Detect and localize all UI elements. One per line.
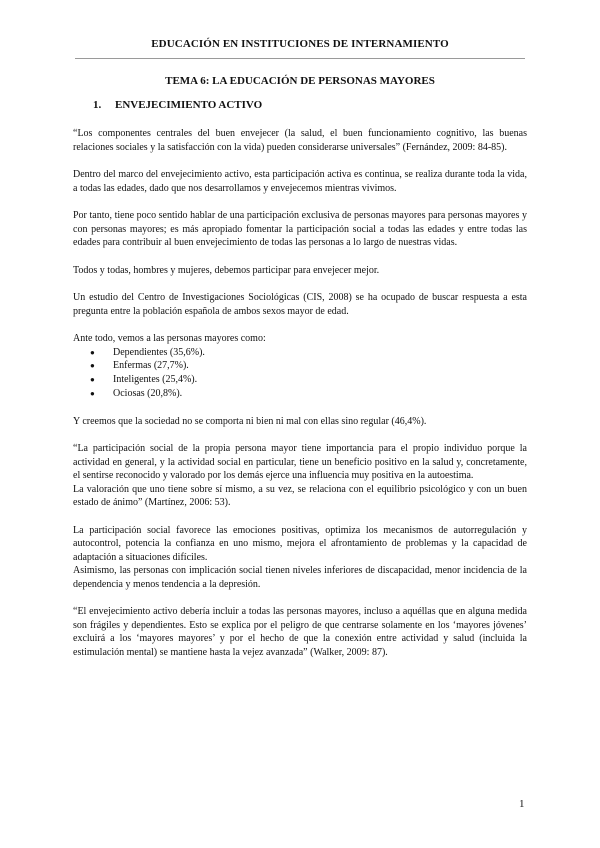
page-title: TEMA 6: LA EDUCACIÓN DE PERSONAS MAYORES: [165, 75, 435, 87]
list-item-text: Enfermas (27,7%).: [113, 360, 189, 372]
paragraph: “La participación social de la propia persona mayor tiene importancia para el propio individuo porque la actividad en general, y la actividad social en particular, tiene un beneficio positivo en la salud y, concretamente, el sentirse reconocido y valorado por los demás ejerce una influencia muy positiva en la autoestima.: [73, 443, 527, 482]
paragraph: La participación social favorece las emociones positivas, optimiza los mecanismos de autorregulación y autocontrol, potencia la confianza en uno mismo, mejora el afrontamiento de problemas y la capacidad de adaptación a situaciones difíciles.: [73, 524, 527, 563]
list-item: [73, 346, 527, 360]
bullet-icon: ●: [90, 375, 95, 385]
bullet-list: [73, 346, 527, 401]
paragraph: “El envejecimiento activo debería incluir a todas las personas mayores, incluso a aquéllas que en alguna medida son frágiles y dependientes. Esto se explica por el peligro de que centrarse solamente en los ‘mayores jóvenes’ excluirá a los ‘mayores mayores’ y por el hecho de que la conexión entre actividad y salud (incluida la estimulación mental) se mantiene hasta la vejez avanzada” (Walker, 2009: 87).: [73, 606, 527, 658]
bullet-icon: ●: [90, 347, 95, 357]
section-title: ENVEJECIMIENTO ACTIVO: [115, 99, 263, 111]
paragraph: Dentro del marco del envejecimiento activo, esta participación activa es continua, se realiza durante toda la vida, a todas las edades, dado que nos desarrollamos y envejecemos mientras vivimos.: [73, 169, 527, 194]
body-text: [73, 127, 527, 673]
section-number: 1.: [93, 99, 102, 111]
list-item-text: Ociosas (20,8%).: [113, 387, 183, 399]
list-item: [73, 359, 527, 373]
list-item-text: Inteligentes (25,4%).: [113, 374, 198, 386]
running-header: EDUCACIÓN EN INSTITUCIONES DE INTERNAMIENTO: [151, 38, 449, 50]
list-item: [73, 373, 527, 387]
paragraph: Por tanto, tiene poco sentido hablar de una participación exclusiva de personas mayores para personas mayores y con personas mayores; es más apropiado fomentar la participación social a todas las edades y entre todas las edades para contribuir al buen envejecimiento de todas las personas a lo largo de nuestras vidas.: [73, 210, 527, 248]
paragraph: “Los componentes centrales del buen envejecer (la salud, el buen funcionamiento cognitivo, las buenas relaciones sociales y la satisfacción con la vida) pueden considerarse universales” (Fernández, 2009: 84-85).: [73, 128, 527, 153]
paragraph: La valoración que uno tiene sobre sí mismo, a su vez, se relaciona con el equilibrio psicológico y con un buen estado de ánimo” (Martínez, 2006: 53).: [73, 483, 527, 509]
page-number: 1: [519, 798, 525, 810]
bullet-icon: ●: [90, 388, 95, 398]
list-item: [73, 387, 527, 401]
paragraph: Un estudio del Centro de Investigaciones Sociológicas (CIS, 2008) se ha ocupado de buscar respuesta a esta pregunta entre la población española de ambos sexos mayor de edad.: [73, 292, 527, 317]
section-heading: [93, 99, 262, 111]
paragraph: Todos y todas, hombres y mujeres, debemos participar para envejecer mejor.: [73, 264, 380, 276]
paragraph: Asimismo, las personas con implicación social tienen niveles inferiores de discapacidad, menor incidencia de la dependencia y menos tendencia a la depresión.: [73, 565, 527, 590]
paragraph: Y creemos que la sociedad no se comporta ni bien ni mal con ellas sino regular (46,4%).: [73, 415, 427, 427]
paragraph: Ante todo, vemos a las personas mayores como:: [73, 333, 266, 344]
header-rule: [75, 58, 525, 59]
list-item-text: Dependientes (35,6%).: [113, 346, 205, 358]
bullet-icon: ●: [90, 361, 95, 371]
